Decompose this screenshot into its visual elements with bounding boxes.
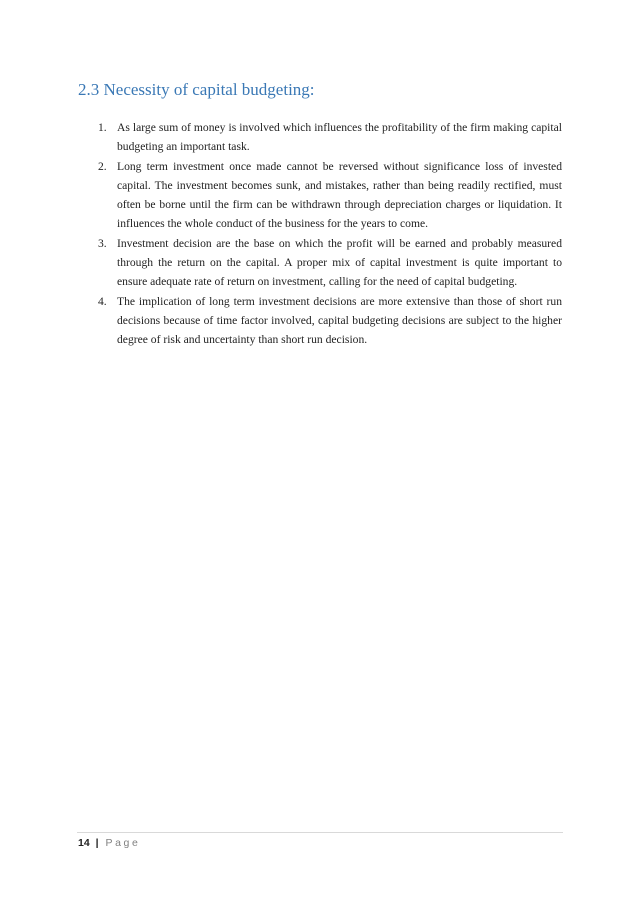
section-heading: 2.3 Necessity of capital budgeting:: [78, 80, 315, 99]
list-item-text: Long term investment once made cannot be reversed without significance loss of invested capital. The investment becomes sunk, and mistakes, rather than being readily rectified, must often be borne until the firm can be withdrawn through depreciation charges or liquidation. It influences the whole conduct of the business for the years to come.: [117, 159, 562, 231]
page-label: Page: [105, 837, 141, 849]
necessity-list: [94, 118, 562, 350]
list-item-number: 2.: [98, 159, 107, 173]
footer-divider: [77, 832, 563, 833]
list-item-number: 4.: [98, 294, 107, 308]
list-item: [94, 118, 562, 157]
list-item: [94, 234, 562, 292]
list-item: [94, 157, 562, 234]
page-footer: [78, 836, 140, 850]
footer-separator: |: [95, 837, 99, 849]
list-item-number: 1.: [98, 121, 107, 134]
list-item: [94, 292, 562, 350]
list-item-text: Investment decision are the base on which the profit will be earned and probably measured through the return on the capital. A proper mix of capital investment is quite important to ensure adequate rate of return on investment, calling for the need of capital budgeting.: [117, 236, 562, 289]
list-item-text: As large sum of money is involved which influences the profitability of the firm making capital budgeting an important task.: [117, 121, 562, 154]
list-item-number: 3.: [98, 236, 107, 250]
page-number: 14: [78, 837, 90, 849]
list-item-text: The implication of long term investment decisions are more extensive than those of short run decisions because of time factor involved, capital budgeting decisions are subject to the higher degree of risk and uncertainty than short run decision.: [117, 294, 562, 347]
